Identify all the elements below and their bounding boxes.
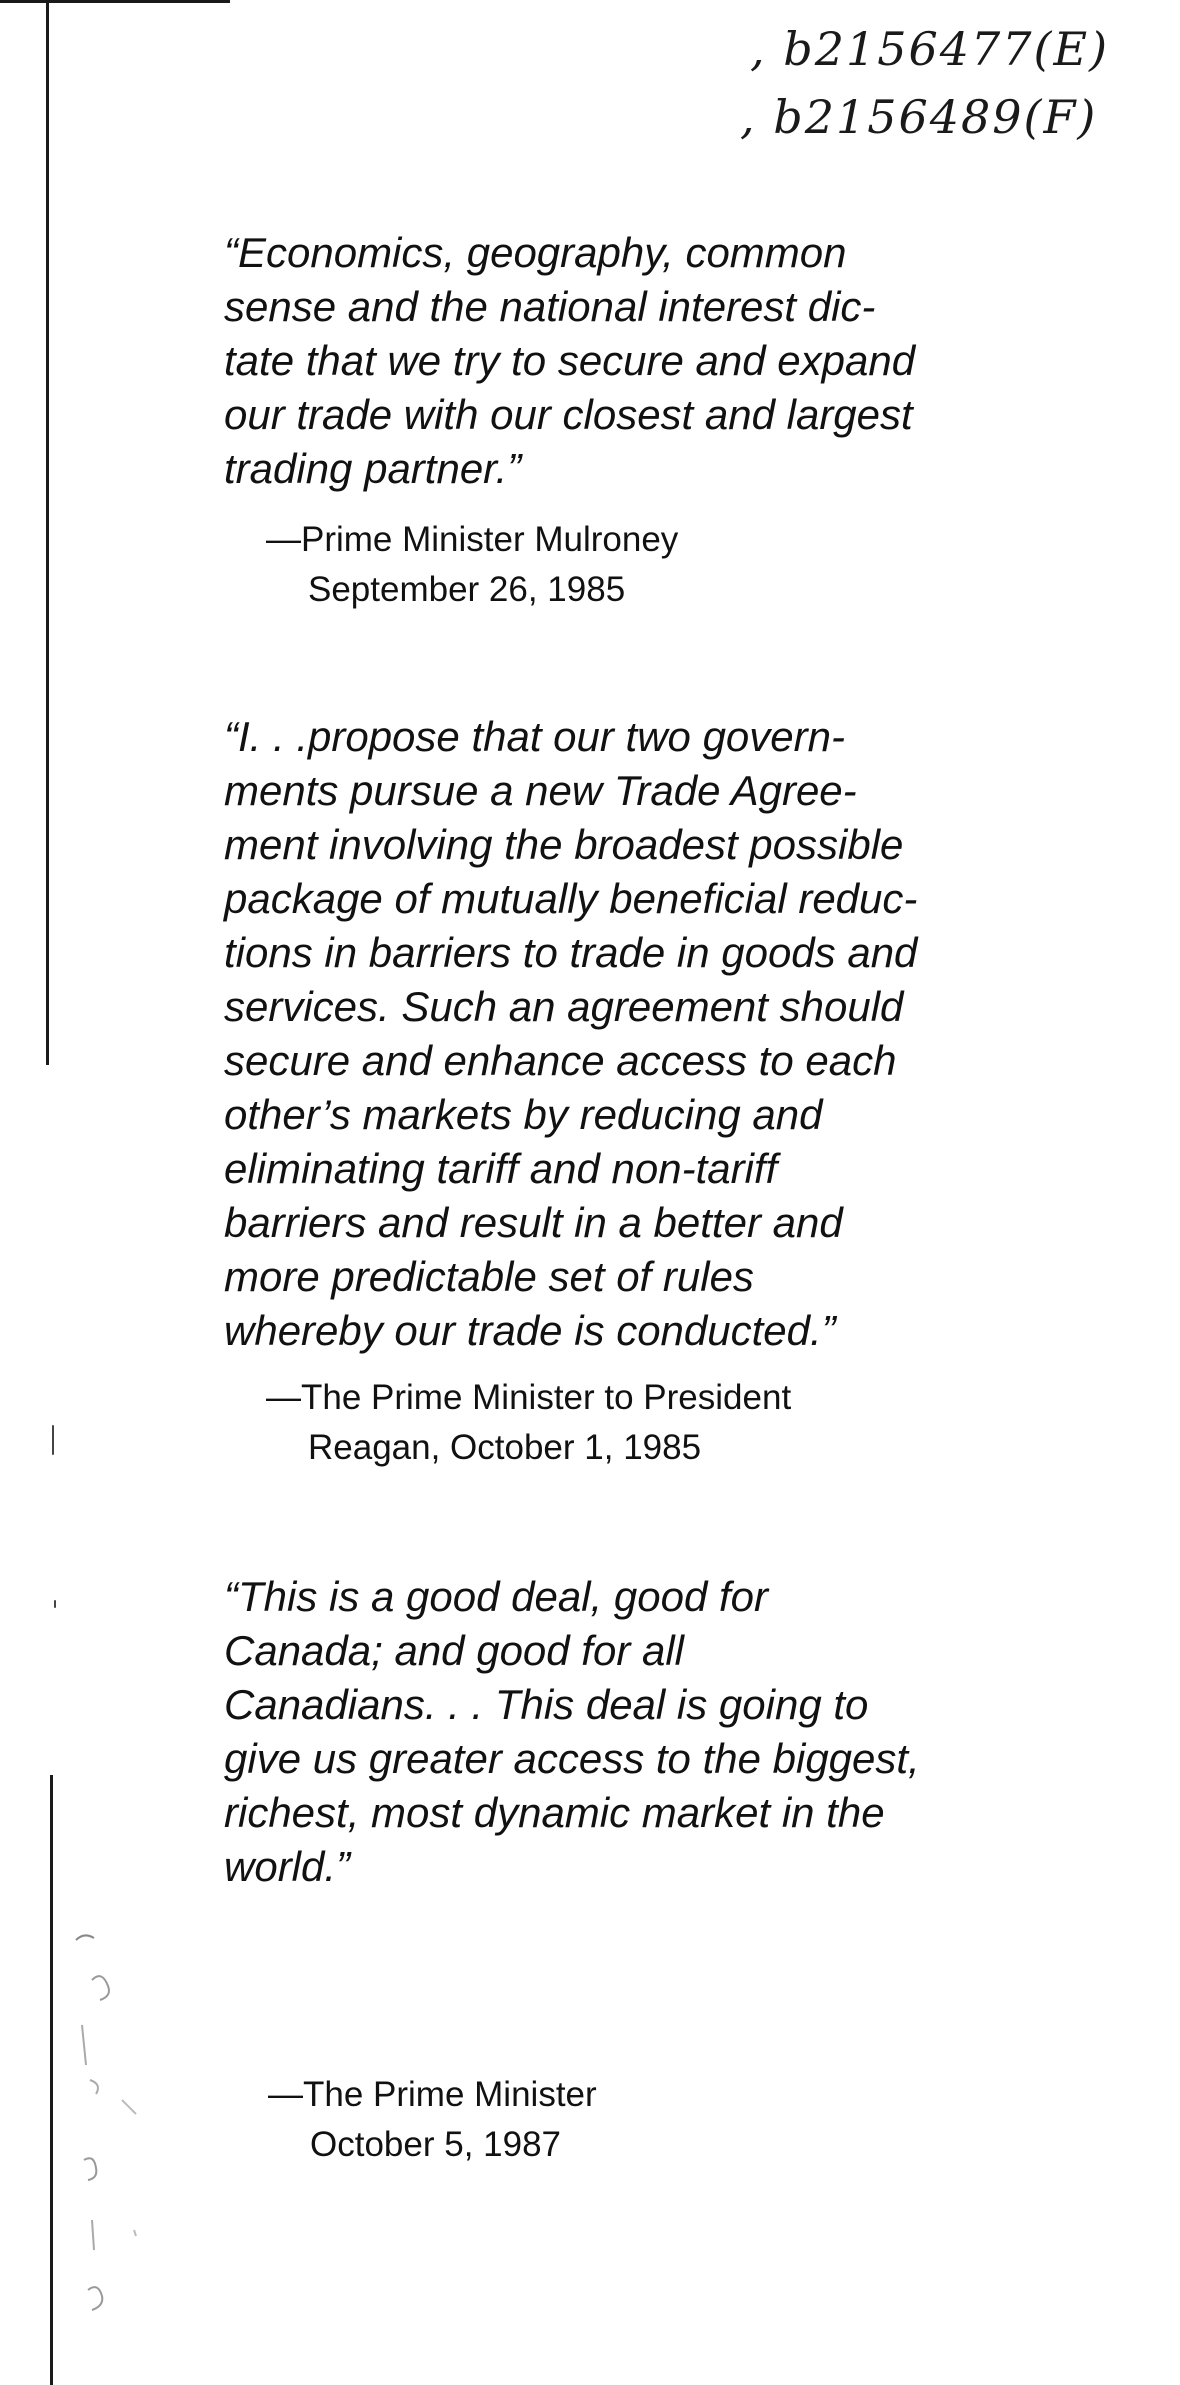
faint-margin-marks (62, 1930, 172, 2370)
scan-speck (52, 1425, 54, 1455)
attribution-date: September 26, 1985 (308, 570, 626, 609)
quote-block-3 (224, 1570, 1054, 1894)
attribution-speaker: —The Prime Minister to President (266, 1378, 792, 1417)
scan-speck (54, 1600, 56, 1608)
quote-line: Canada; and good for all (224, 1627, 685, 1674)
quote-line: sense and the national interest dic- (224, 283, 876, 330)
scan-edge-line-lower (50, 1775, 53, 2385)
quote-block-2 (224, 710, 1054, 1358)
quote-attribution-1 (266, 515, 678, 615)
quote-line: “Economics, geography, common (224, 229, 847, 276)
quote-line: ments pursue a new Trade Agree- (224, 767, 857, 814)
quote-line: richest, most dynamic market in the (224, 1789, 885, 1836)
quote-line: services. Such an agreement should (224, 983, 904, 1030)
attribution-speaker: —Prime Minister Mulroney (266, 520, 679, 559)
attribution-date: October 5, 1987 (310, 2125, 561, 2164)
quote-line: give us greater access to the biggest, (224, 1735, 920, 1782)
quote-line: whereby our trade is conducted.” (224, 1307, 836, 1354)
scan-edge-line-upper (46, 0, 49, 1065)
attribution-speaker: —The Prime Minister (268, 2075, 597, 2114)
quote-line: Canadians. . . This deal is going to (224, 1681, 869, 1728)
handwritten-catalogue-number-english: , b2156477(E) (750, 22, 1110, 76)
quote-line: tions in barriers to trade in goods and (224, 929, 918, 976)
quote-line: eliminating tariff and non-tariff (224, 1145, 778, 1192)
quote-line: more predictable set of rules (224, 1253, 754, 1300)
quote-line: “This is a good deal, good for (224, 1573, 768, 1620)
scan-edge-top (0, 0, 230, 3)
quote-line: tate that we try to secure and expand (224, 337, 916, 384)
quote-line: trading partner.” (224, 445, 522, 492)
quote-line: other’s markets by reducing and (224, 1091, 823, 1138)
quote-attribution-3 (268, 2070, 597, 2170)
quote-line: secure and enhance access to each (224, 1037, 897, 1084)
quote-line: package of mutually beneficial reduc- (224, 875, 918, 922)
quote-line: ment involving the broadest possible (224, 821, 904, 868)
quote-line: world.” (224, 1843, 351, 1890)
quote-line: our trade with our closest and largest (224, 391, 913, 438)
quote-line: barriers and result in a better and (224, 1199, 843, 1246)
quote-attribution-2 (266, 1373, 791, 1473)
quote-line: “I. . .propose that our two govern- (224, 713, 845, 760)
quote-block-1 (224, 226, 1054, 496)
attribution-date: Reagan, October 1, 1985 (308, 1428, 702, 1467)
handwritten-catalogue-number-french: , b2156489(F) (740, 90, 1098, 144)
